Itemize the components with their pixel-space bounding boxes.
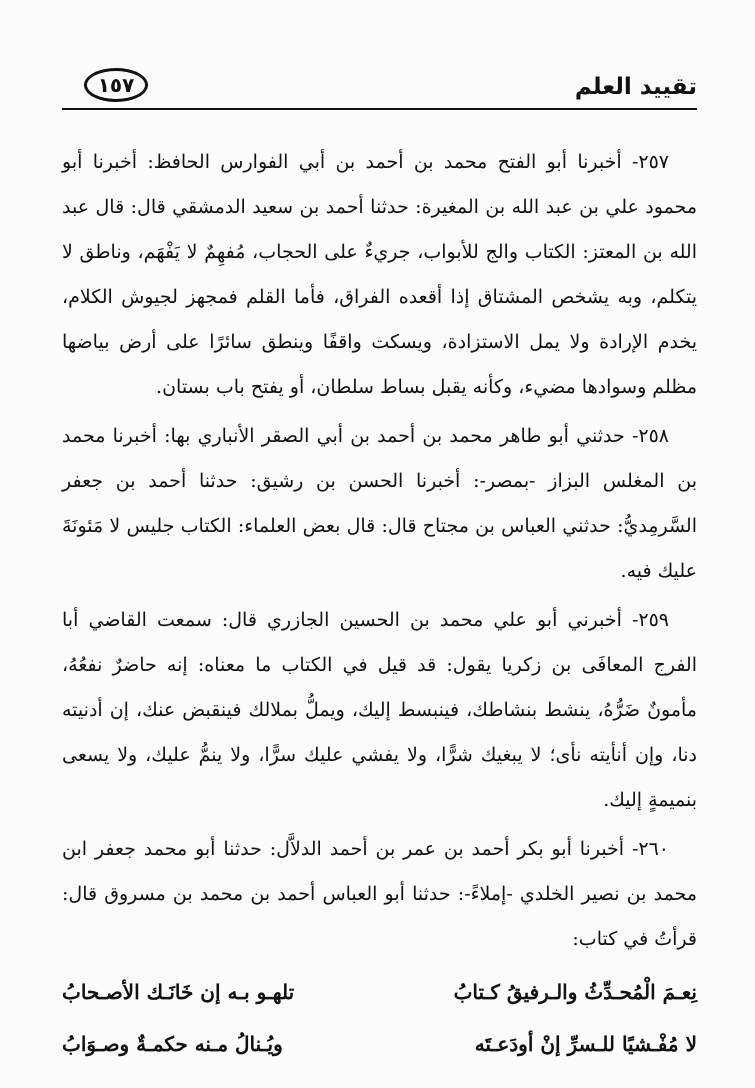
running-title: تقييد العلم (574, 74, 697, 100)
paragraph-260: ٢٦٠- أخبرنا أبو بكر أحمد بن عمر بن أحمد الدلاَّل: حدثنا أبو محمد جعفر ابن محمد بن نصير الخلدي -إملاءً-: حدثنا أبو العباس أحمد بن محمد بن مسروق قال: قرأتُ في كتاب: (62, 838, 697, 950)
poem-verse (62, 1018, 697, 1070)
verse-first-hemistich: لا مُفْـشيًا للـسرِّ إنْ أودَعـتَه (474, 1032, 697, 1056)
page-number-badge: ١٥٧ (84, 68, 148, 102)
page-body (62, 140, 697, 1070)
paragraph-259: ٢٥٩- أخبرني أبو علي محمد بن الحسين الجازري قال: سمعت القاضي أبا الفرج المعافَى بن زكريا يقول: قد قيل في الكتاب ما معناه: إنه حاضرٌ نفعُهُ، مأمونٌ ضَرُّهُ، ينشط بنشاطك، فينبسط إليك، ويملُّ بملالك فينقبض عنك، إن أدنيته دنا، وإن أنأيته نأى؛ لا يبغيك شرًّا، ولا يفشي عليك سرًّا، ولا ينمُّ عليك، ولا يسعى بنميمةٍ إليك. (62, 609, 697, 811)
paragraph-258: ٢٥٨- حدثني أبو طاهر محمد بن أحمد بن أبي الصقر الأنباري بها: أخبرنا محمد بن المغلس البزاز -بمصر-: أخبرنا الحسن بن رشيق: حدثنا أحمد بن جعفر السَّرمِديُّ: حدثني العباس بن مجتاح قال: قال بعض العلماء: الكتاب جليس لا مَئونَةَ عليك فيه. (62, 425, 697, 582)
paragraph-257: ٢٥٧- أخبرنا أبو الفتح محمد بن أحمد بن أبي الفوارس الحافظ: أخبرنا أبو محمود علي بن عبد الله بن المغيرة: حدثنا أحمد بن سعيد الدمشقي قال: قال عبد الله بن المعتز: الكتاب والج للأبواب، جريءٌ على الحجاب، مُفهِمٌ لا يَفْهَم، وناطق لا يتكلم، وبه يشخص المشتاق إذا أقعده الفراق، فأما القلم فمجهز لجيوش الكلام، يخدم الإرادة ولا يمل الاستزادة، ويسكت واقفًا وينطق سائرًا على أرض بياضها مظلم وسوادها مضيء، وكأنه يقبل بساط سلطان، أو يفتح باب بستان. (62, 151, 697, 398)
page-header (62, 62, 697, 110)
verse-second-hemistich: تلهـو بـه إن خَانَـك الأصـحابُ (62, 980, 295, 1004)
poem-verse (62, 966, 697, 1018)
verse-first-hemistich: نِعـمَ الْمُحـدِّثُ والـرفيقُ كـتابُ (453, 980, 697, 1004)
header-rule (62, 108, 697, 110)
poem (62, 966, 697, 1070)
verse-second-hemistich: ويُـنالُ مـنه حكمـةٌ وصـوَابُ (62, 1032, 283, 1056)
